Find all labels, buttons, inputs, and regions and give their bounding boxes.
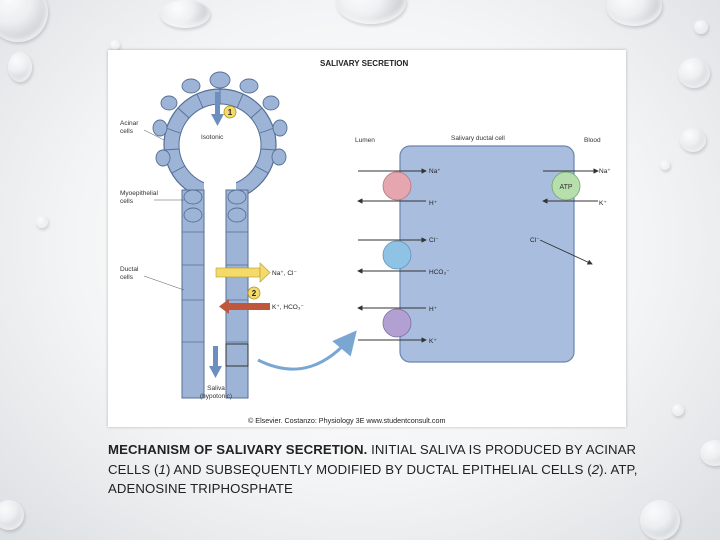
atp-label: ATP [559,184,573,191]
blood-label: Blood [584,137,601,144]
lumen-k-label: K⁺ [429,338,437,345]
figure-title: SALIVARY SECRETION [320,59,409,68]
water-droplet [694,20,708,34]
isotonic-label: Isotonic [201,134,224,141]
myoepithelial-label: Myoepithelial cells [120,190,158,205]
h-k-exchanger [383,309,411,337]
saliva-flow-arrow [209,346,222,378]
caption-text-2: ) AND SUBSEQUENTLY MODIFIED BY DUCTAL EPITHELIAL CELLS ( [165,461,592,477]
step2-label: 2 [251,289,257,298]
ductal-cell-label: Salivary ductal cell [451,135,505,142]
water-droplet [0,500,24,530]
caption-ref-2: 2 [591,461,600,477]
water-droplet [0,0,48,42]
k-hco3-label: K⁺, HCO₃⁻ [272,304,304,311]
water-droplet [8,52,32,82]
water-droplet [680,128,706,152]
water-droplet [672,404,684,416]
lumen-na-label: Na⁺ [429,168,441,175]
water-droplet [660,160,670,170]
figure-credit: © Elsevier. Costanzo: Physiology 3E www.studentconsult.com [248,416,446,425]
na-cl-label: Na⁺, Cl⁻ [272,270,297,277]
blood-k-label: K⁺ [599,200,607,207]
ductal-cells-label: Ductal cells [120,266,139,281]
water-droplet [700,440,720,466]
water-droplet [160,0,210,28]
diagram-image [108,50,626,427]
lumen-label: Lumen [355,137,375,144]
water-droplet [36,216,48,228]
lumen-hco3-label: HCO₃⁻ [429,269,450,276]
acinar-cells-label: Acinar cells [120,120,139,135]
blood-cl-label: Cl⁻ [530,237,540,244]
blood-na-label: Na⁺ [599,168,611,175]
step1-label: 1 [227,108,233,117]
figure-caption [108,440,668,499]
cl-hco3-exchanger [383,241,411,269]
water-droplet [606,0,662,26]
zoom-arrow [258,335,353,369]
caption-text-3: ). ATP, ADENOSINE TRIPHOSPHATE [108,461,638,496]
lumen-h-label: H⁺ [429,200,438,207]
caption-text-1: INITIAL SALIVA IS PRODUCED BY ACINAR CELLS ( [108,442,637,477]
caption-title: MECHANISM OF SALIVARY SECRETION. [108,442,368,457]
water-droplet [336,0,406,24]
water-droplet [110,40,120,50]
lumen-h2-label: H⁺ [429,306,438,313]
water-droplet [640,500,680,540]
ductal-cell-body [400,146,574,362]
saliva-label: Saliva (hypotonic) [199,385,233,400]
water-droplet [678,58,710,88]
caption-ref-1: 1 [158,461,166,477]
na-h-exchanger [383,172,411,200]
lumen-cl-label: Cl⁻ [429,237,439,244]
